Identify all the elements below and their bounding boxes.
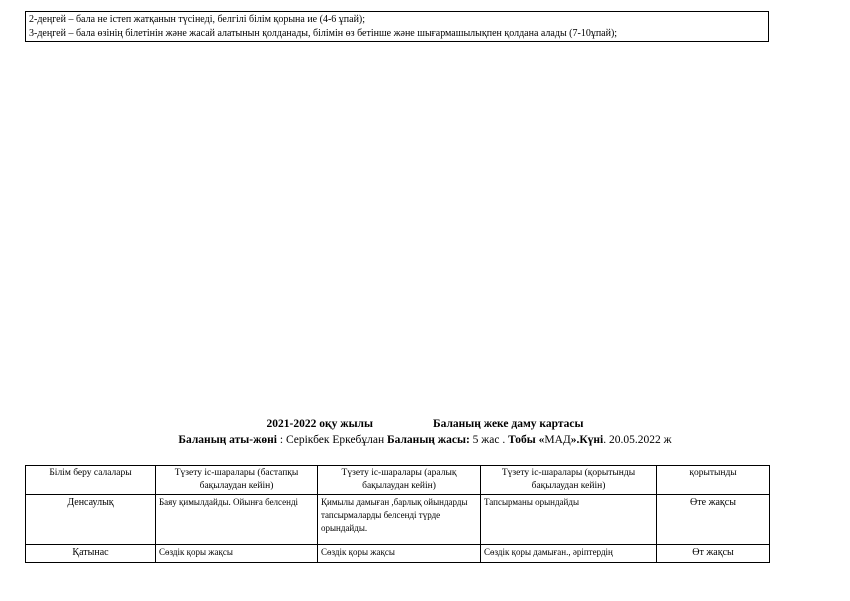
header-initial: Түзету іс-шаралары (бастапқы бақылаудан кейін) [156,466,318,495]
table-row [26,545,770,563]
date-label: Күні [579,434,604,446]
card-title: Баланың жеке даму картасы [433,418,584,430]
header-areas: Білім беру салалары [26,466,156,495]
level-3-description: 3-деңгей – бала өзінің білетінін және жасай алатынын қолданады, білімін өз бетінше және шығармашылықпен қолдана алады (7-10ұпай); [29,28,618,39]
group-value: МАД [544,434,571,446]
header-result: қорытынды [657,466,770,495]
group-close: ». [570,434,580,446]
academic-year: 2021-2022 оқу жылы [266,418,373,430]
age-value: 5 жас . [469,434,509,446]
initial-cell: Сөздік қоры жақсы [156,545,318,563]
initial-cell: Баяу қимылдайды. Ойынға белсенді [156,495,318,545]
table-header-row [26,466,770,495]
name-value: : Серікбек Еркебұлан [277,434,388,446]
level-legend-box [25,11,769,42]
result-cell: Өте жақсы [657,495,770,545]
table-row [26,495,770,545]
final-cell: Тапсырманы орындайды [481,495,657,545]
area-cell: Қатынас [26,545,156,563]
child-info-line [0,434,850,446]
header-final: Түзету іс-шаралары (қорытынды бақылаудан кейін) [481,466,657,495]
intermediate-cell: Қимылы дамыған ,барлық ойындарды тапсырмаларды белсенді түрде орындайды. [318,495,481,545]
age-label: Баланың жасы: [387,434,470,446]
intermediate-cell: Сөздік қоры жақсы [318,545,481,563]
final-cell: Сөздік қоры дамыған., әріптердің [481,545,657,563]
card-title-line [0,418,850,430]
result-cell: Өт жақсы [657,545,770,563]
level-2-description: 2-деңгей – бала не істеп жатқанын түсінеді, белгілі білім қорына ие (4-6 ұпай); [29,14,366,25]
development-table [25,465,770,563]
name-label: Баланың аты-жөні [178,434,277,446]
date-value: . 20.05.2022 ж [603,434,672,446]
area-cell: Денсаулық [26,495,156,545]
header-intermediate: Түзету іс-шаралары (аралық бақылаудан кейін) [318,466,481,495]
group-label: Тобы « [508,434,545,446]
